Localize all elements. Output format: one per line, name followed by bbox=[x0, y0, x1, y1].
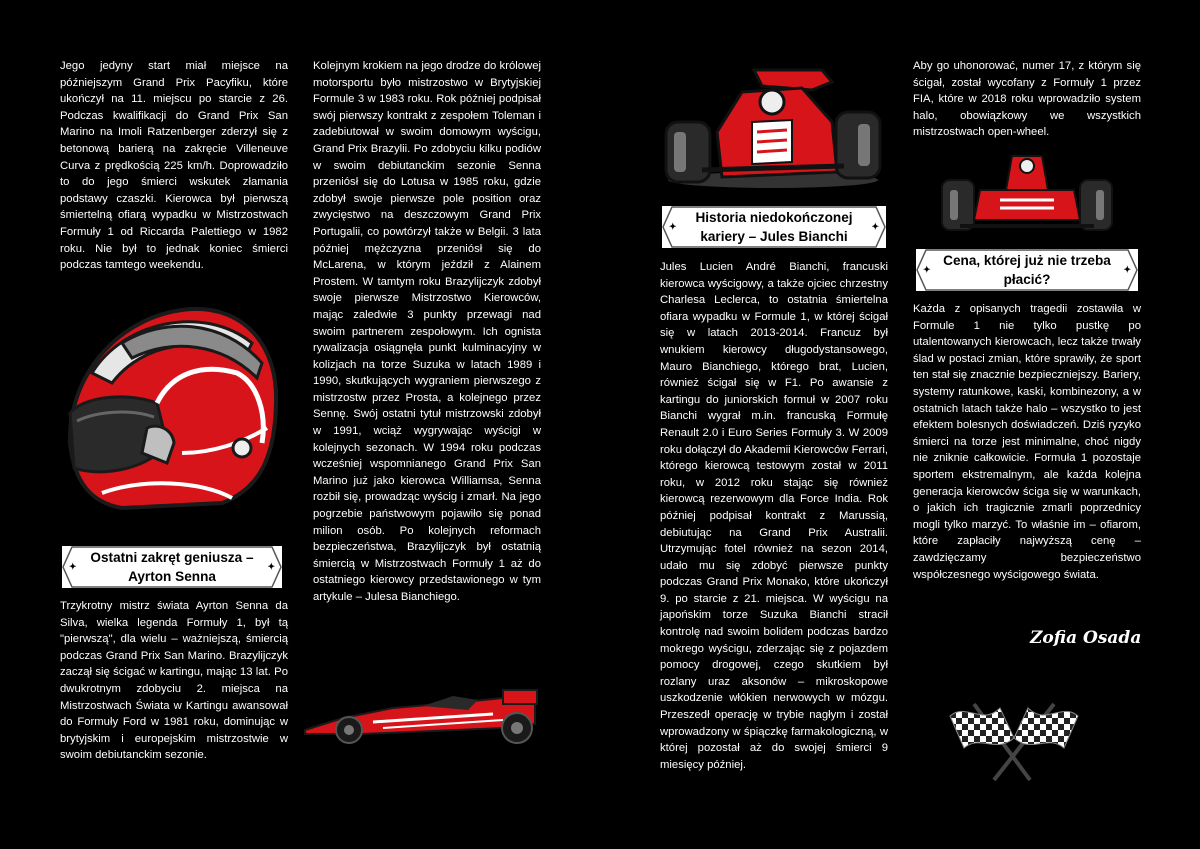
section-heading-senna bbox=[62, 546, 282, 588]
sparkle-star-icon: ✦ bbox=[669, 221, 677, 232]
sparkle-star-icon: ✦ bbox=[923, 264, 931, 275]
section-heading-bianchi bbox=[662, 206, 886, 248]
racing-helmet-icon bbox=[62, 303, 284, 513]
heading-text: Historia niedokończonej kariery – Jules Bianchi bbox=[695, 210, 853, 244]
f1-car-side-icon bbox=[303, 688, 539, 746]
sparkle-star-icon: ✦ bbox=[871, 221, 879, 232]
column-4-bottom bbox=[913, 301, 1141, 583]
column-1-top bbox=[60, 58, 288, 274]
column-4-top bbox=[913, 58, 1141, 141]
sparkle-star-icon: ✦ bbox=[69, 561, 77, 572]
sparkle-star-icon: ✦ bbox=[1123, 264, 1131, 275]
heading-text: Cena, której już nie trzeba płacić? bbox=[943, 253, 1111, 287]
column-1-bottom bbox=[60, 598, 288, 764]
paragraph: Kolejnym krokiem na jego drodze do królowej motorsportu było mistrzostwo w Brytyjskiej Formule 3 w 1983 roku. Rok później podpisał swój pierwszy kontrakt z zespołem Toleman i zadebiutował w swoim domowym wyścigu, Grand Prix Brazylii. Po zdobyciu kilku podiów w swoim debiutanckim sezonie Senna przeniósł się do Lotusa w 1985 roku, gdzie zdobył swoje pierwsze pole position oraz zwycięstwo na deszczowym Grand Prix Portugalii, co powtórzył także w Belgii. 3 lata później mężczyzna przeniósł się do McLarena, w którym jeździł z Alainem Prostem. W tamtym roku Brazylijczyk zdobył swoje pierwsze Mistrzostwo Kierowców, mając zaledwie 3 punkty przewagi nad swoim partnerem zespołowym. Ich ognista rywalizacja osiągnęła punkt kulminacyjny w kolizjach na torze Suzuka w latach 1989 i 1990, skutkujących wygraniem pierwszego z mistrzostw przez Prosta, a kolejnego przez Sennę. Swój ostatni tytuł mistrzowski zdobył w 1991, wciąż wygrywając wyścigi w kolejnych sezonach. W 1994 roku podczas wcześniej wspomnianego Grand Prix San Marino już jako kierowca Williamsa, Senna rozbił się, prowadząc wyścig i zmarł. Na jego pogrzebie państwowym pojawiło się ponad milion osób. Po kolejnych reformach bezpieczeństwa, Brazylijczyk był ostatnią śmiercią w Mistrzostwach Formuły 1 aż do ostatniego kierowcy przedstawionego w tym artykule – Julesa Bianchiego. bbox=[313, 60, 541, 603]
column-3 bbox=[660, 259, 888, 773]
checkered-flags-icon bbox=[944, 694, 1084, 784]
section-heading-price bbox=[916, 249, 1138, 291]
author-signature: Zofia Osada bbox=[1030, 628, 1142, 648]
paragraph: Jules Lucien André Bianchi, francuski kierowca wyścigowy, a także ojciec chrzestny Charlesa Leclerca, to ostatnia śmiertelna ofiara wypadku w Formule 1, w której ścigał się w latach 2013-2014. Francuz był wnukiem kierowcy długodystansowego, Mauro Bianchiego, którego brat, Lucien, również ścigał się w F1. Po awansie z kartingu do juniorskich formuł w 2007 roku Bianchi wygrał m.in. francuską Formułę Renault 2.0 i Euro Series Formuły 3. W 2009 roku dołączył do Akademii Kierowców Ferrari, którego kierowcą testowym został w 2011 roku, w 2012 roku stając się również kierowcą rezerwowym dla Force India. Rok później podpisał kontrakt z Marussią, debiutując na Grand Prix Australii. Utrzymując fotel również na sezon 2014, udało mu się zdobyć pierwsze punkty podczas Grand Prix Monako, które ukończył 9. po starcie z 21. miejsca. W wyścigu na japońskim torze Suzuka Bianchi stracił kontrolę nad swoim bolidem podczas bardzo mokrego wyścigu, zderzając się z pojazdem pomocy drogowej, czego skutkiem był rozlany uraz aksonów – mikroskopowe uszkodzenie włókien nerwowych w mózgu. Przeszedł operację w trybie nagłym i został wprowadzony w śpiączkę farmakologiczną, w której pozostał aż do swojej śmierci 9 miesięcy później. bbox=[660, 261, 888, 771]
paragraph: Jego jedyny start miał miejsce na późniejszym Grand Prix Pacyfiku, które ukończył na 11. miejscu po starcie z 26. Podczas kwalifikacji do Grand Prix San Marino na Imoli Ratzenberger zderzył się z betonową barierą na zakręcie Villeneuve Curva z prędkością 225 km/h. Doprowadziło to do jego śmierci wskutek złamania podstawy czaszki. Kierowca był pierwszą śmiertelną ofiarą wypadku w Mistrzostwach Formuły 1 od Riccarda Palettiego w 1982 roku. Nie był to jednak koniec śmierci podczas tamtego weekendu. bbox=[60, 60, 288, 272]
column-2 bbox=[313, 58, 541, 606]
f1-car-front-small-icon bbox=[940, 150, 1114, 234]
paragraph: Aby go uhonorować, numer 17, z którym się ścigał, został wycofany z Formuły 1 przez FIA, które w 2018 roku wprowadziło system halo, obowiązkowy we wszystkich mistrzostwach open-wheel. bbox=[913, 60, 1141, 139]
paragraph: Trzykrotny mistrz świata Ayrton Senna da Silva, wielka legenda Formuły 1, był tą "pierwszą", dla wielu – ważniejszą, śmiercią podczas Grand Prix San Marino. Brazylijczyk zaczął się ścigać w kartingu, mając 13 lat. Po dwukrotnym zdobyciu 2. miejsca na Mistrzostwach Świata w Kartingu awansował do Formuły Ford w 1981 roku, dominując w brytyjskim i europejskim mistrzostwie w swoim debiutanckim sezonie. bbox=[60, 600, 288, 762]
f1-car-front-icon bbox=[662, 62, 884, 190]
heading-text: Ostatni zakręt geniusza – Ayrton Senna bbox=[90, 550, 254, 584]
sparkle-star-icon: ✦ bbox=[267, 561, 275, 572]
paragraph: Każda z opisanych tragedii zostawiła w Formule 1 nie tylko pustkę po utalentowanych kierowcach, lecz także trwały ślad w postaci zmian, które sprawiły, że sport ten stał się znacznie bezpieczniejszy. Bariery, systemy ratunkowe, kaski, kombinezony, a w ostatnich latach także halo – wszystko to jest efektem bolesnych doświadczeń. Dziś ryzyko śmierci na torze jest minimalne, choć nigdy nie zniknie całkowicie. Formuła 1 pozostaje sportem ekstremalnym, ale każda kolejna generacja kierowców ściga się w warunkach, o jakich ich tragicznie zmarli poprzednicy mogli tylko marzyć. To właśnie im – ofiarom, które zapłaciły najwyższą cenę – zawdzięczamy bezpieczeństwo współczesnego wyścigowego świata. bbox=[913, 303, 1141, 581]
